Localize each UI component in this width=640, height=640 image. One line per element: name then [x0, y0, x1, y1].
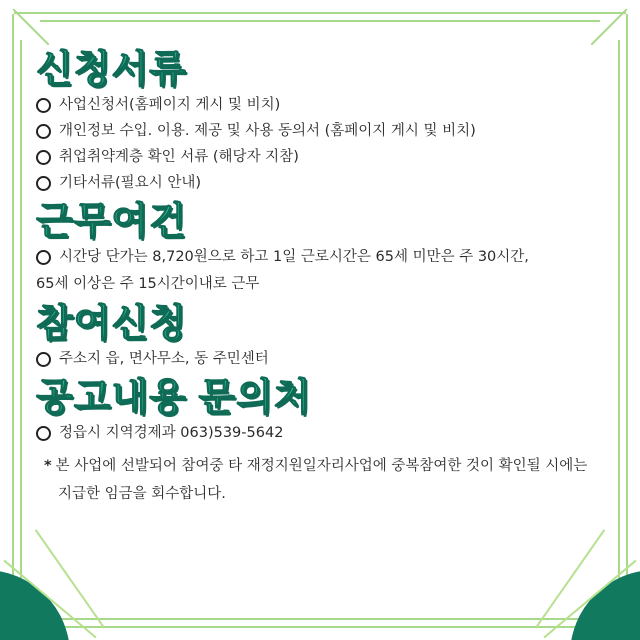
circle-bullet-icon [36, 124, 51, 139]
list-item-text: 시간당 단가는 8,720원으로 하고 1일 근로시간은 65세 미만은 주 30시간, [59, 249, 529, 265]
list-item [36, 170, 611, 196]
circle-bullet-icon [36, 352, 51, 367]
contact-text: 정읍시 지역경제과 063)539-5642 [59, 425, 284, 441]
list-item-text: 개인정보 수입. 이용. 제공 및 사용 동의서 (홈페이지 게시 및 비치) [59, 123, 476, 139]
list-item-continuation: 65세 이상은 주 15시간이내로 근무 [36, 276, 260, 292]
frame-top-inner [40, 20, 600, 22]
frame-left-outer [12, 14, 14, 626]
section-conditions [36, 200, 611, 298]
circle-bullet-icon [36, 98, 51, 113]
frame-right-inner [618, 40, 620, 580]
frame-bottom-inner [40, 618, 600, 620]
list-item-text: 취업취약계층 확인 서류 (해당자 지참) [59, 149, 299, 165]
notice-footnote [36, 452, 611, 508]
list-item [36, 144, 611, 170]
circle-bullet-icon [36, 176, 51, 191]
asterisk-icon: * [44, 458, 52, 474]
circle-bullet-icon [36, 150, 51, 165]
section-title-documents: 신청서류 [36, 49, 187, 91]
footnote-line-1: 본 사업에 선발되어 참여중 타 재정지원일자리사업에 중복참여한 것이 확인될 시에는 [55, 458, 588, 474]
list-item [36, 420, 611, 446]
section-title-conditions: 근무여건 [36, 201, 187, 243]
list-item [36, 244, 611, 270]
frame-top-outer [14, 12, 626, 14]
list-item-text: 주소지 읍, 면사무소, 동 주민센터 [59, 351, 269, 367]
section-title-contact: 공고내용 문의처 [36, 377, 312, 419]
list-item-text: 사업신청서(홈페이지 게시 및 비치) [59, 97, 281, 113]
frame-diag-top-right [591, 9, 628, 46]
section-documents [36, 48, 611, 196]
list-item-text: 기타서류(필요시 안내) [59, 175, 201, 191]
frame-diag-top-left [13, 9, 50, 46]
list-item [36, 346, 611, 372]
section-contact [36, 376, 611, 446]
frame-left-inner [20, 40, 22, 580]
circle-bullet-icon [36, 250, 51, 265]
footnote-line-2: 지급한 임금을 회수합니다. [58, 486, 226, 502]
notice-content [36, 48, 611, 508]
list-item [36, 92, 611, 118]
list-item [36, 118, 611, 144]
section-apply [36, 302, 611, 372]
circle-bullet-icon [36, 426, 51, 441]
section-title-apply: 참여신청 [36, 303, 187, 345]
frame-right-outer [626, 14, 628, 626]
